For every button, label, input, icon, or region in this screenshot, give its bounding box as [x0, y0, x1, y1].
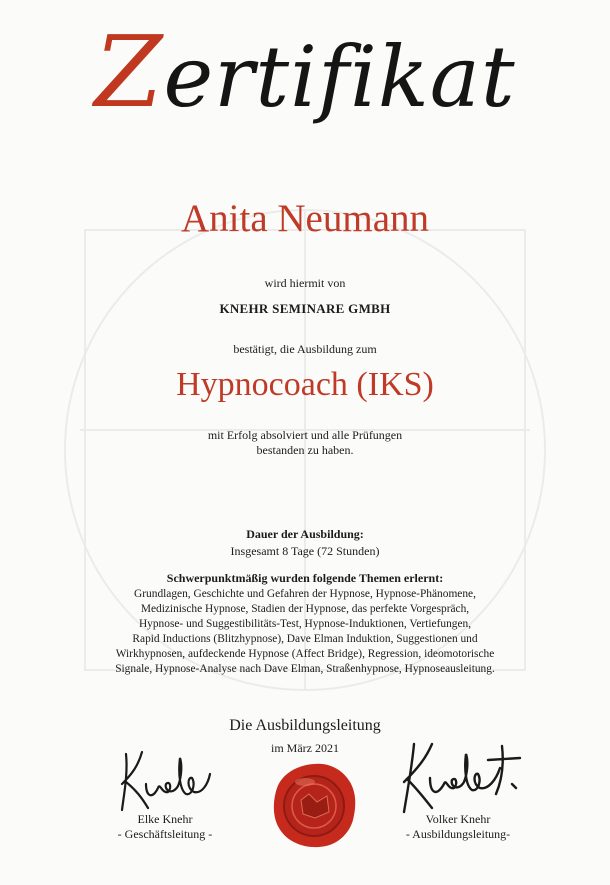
confirmation-text: bestätigt, die Ausbildung zum [233, 342, 377, 356]
result-text [0, 428, 610, 458]
duration-value: Insgesamt 8 Tage (72 Stunden) [230, 544, 380, 558]
signatory-right [388, 812, 528, 842]
topics-line: Rapid Inductions (Blitzhypnose), Dave Elman Induktion, Suggestionen und [132, 633, 478, 645]
signatory-left-name: Elke Knehr [137, 812, 193, 826]
signatory-right-name: Volker Knehr [425, 812, 491, 826]
issue-date: im März 2021 [271, 741, 339, 755]
signatory-left [100, 812, 230, 842]
topics-line: Medizinische Hypnose, Stadien der Hypnose, das perfekte Vorgespräch, [140, 603, 470, 615]
course-title: Hypnocoach (IKS) [176, 366, 434, 403]
signatory-left-role: - Geschäftsleitung - [117, 827, 213, 841]
result-line-2: bestanden zu haben. [256, 443, 354, 457]
leadership-label: Die Ausbildungsleitung [229, 717, 381, 734]
topics-heading: Schwerpunktmäßig wurden folgende Themen erlernt: [166, 571, 444, 585]
company-name: KNEHR SEMINARE GMBH [219, 301, 391, 316]
title-rest: ertifikat [163, 28, 516, 126]
topics-line: Signale, Hypnose-Analyse nach Dave Elman, Straßenhypnose, Hypnoseausleitung. [115, 663, 495, 675]
signatory-right-role: - Ausbildungsleitung- [405, 827, 511, 841]
intro-text: wird hiermit von [264, 276, 346, 290]
topics-line: Hypnose- und Suggestibilitäts-Test, Hypnose-Induktionen, Vertiefungen, [138, 618, 472, 630]
signature-right [392, 738, 532, 816]
duration-heading: Dauer der Ausbildung: [246, 527, 364, 541]
title-initial: Z [94, 16, 164, 130]
topics-line: Grundlagen, Geschichte und Gefahren der Hypnose, Hypnose-Phänomene, [134, 588, 476, 600]
wax-seal-icon [271, 760, 357, 850]
topics-list [100, 587, 510, 677]
signature-left [112, 744, 222, 814]
certificate-title [0, 18, 610, 132]
topics-line: Wirkhypnosen, aufdeckende Hypnose (Affect Bridge), Regression, ideomotorische [115, 648, 495, 660]
result-line-1: mit Erfolg absolviert und alle Prüfungen [207, 428, 403, 442]
recipient-name: Anita Neumann [180, 197, 429, 240]
